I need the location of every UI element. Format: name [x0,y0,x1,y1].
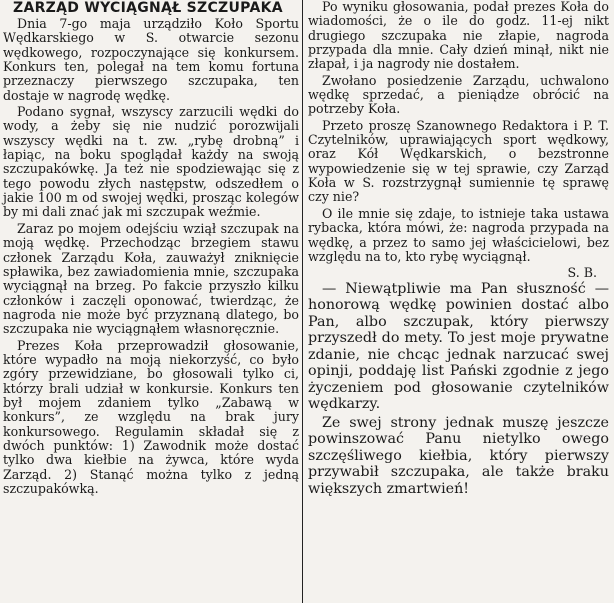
author-signature: S. B. [567,265,597,281]
reply-paragraph: — Niewątpliwie ma Pan słuszność — honorową wędkę powinien dostać albo Pan, albo szczupak, który pierwszy przyszedł do mety. To jest moje prywatne zdanie, nie chcąc jednak narzucać swej opinji, poddaję list Pański zgodnie z jego życzeniem pod głosowanie czytelników wędkarzy. [308,280,609,413]
column-divider [302,0,303,603]
editor-reply [308,281,609,498]
paragraph: Zaraz po mojem odejściu wziął szczupak na moją wędkę. Przechodząc brzegiem stawu członek Zarządu Koła, zauważył zniknięcie spławika, bez zawiadomienia mnie, szczupaka wyciągnął na brzeg. Po fakcie przyszło kilku członków i zaczęli oponować, twierdząc, że nagroda nie może być przyznaną dlatego, bo szczupaka nie wyciągnąłem własnoręcznie. [3,220,299,337]
paragraph: Zwołano posiedzenie Zarządu, uchwalono wędkę sprzedać, a pieniądze obrócić na potrzeby Koła. [308,72,609,117]
paragraph: Po wyniku głosowania, podał prezes Koła do wiadomości, że o ile do godz. 11-ej nikt drugiego szczupaka nie złapie, nagroda przypada dla mnie. Cały dzień minął, nikt nie złapał, i ja nagrody nie dostałem. [308,0,609,72]
paragraph: Podano sygnał, wszyscy zarzucili wędki do wody, a żeby się nie nudzić porozwijali wszyscy wędki na t. zw. „rybę drobną” i łapiąc, na boku spoglądał każdy na swoją szczupakówkę. Ja też nie spodziewając się z tego powodu złych następstw, odszedłem o jakie 100 m od swojej wędki, prosząc kolegów by mi dali znać jak mi szczupak weźmie. [3,104,299,220]
reply-paragraph: Ze swej strony jednak muszę jeszcze powinszować Panu nietylko owego szczęśliwego kiełbia, który pierwszy przywabił szczupaka, ale także braku większych zmartwień! [308,414,609,497]
article-title: ZARZĄD WYCIĄGNĄŁ SZCZUPAKA [13,0,283,16]
paragraph: O ile mnie się zdaje, to istnieje taka ustawa rybacka, która mówi, że: nagroda przypada na wędkę, a przez to samo jej właścicielowi, bez względu na to, kto rybę wyciągnął. [308,205,609,264]
paragraph: Prezes Koła przeprowadził głosowanie, które wypadło na moją niekorzyść, co było zgóry przewidziane, bo głosowali tylko ci, którzy brali udział w konkursie. Konkurs ten był mojem zdaniem tylko „Zabawą w konkurs”, ze względu na brak jury konkursowego. Regulamin składał się z dwóch punktów: 1) Zawodnik może dostać tylko dwa kiełbie na żywca, które wyda Zarząd. 2) Stanąć można tylko z jedną szczupakówką. [3,337,299,496]
paragraph: Przeto proszę Szanownego Redaktora i P. T. Czytelników, uprawiających sport wędkowy, oraz Kół Wędkarskich, o bezstronne wypowiedzenie się w tej sprawie, czy Zarząd Koła w S. rozstrzygnął sumiennie tę sprawę czy nie? [308,117,609,205]
right-column [308,0,609,603]
paragraph: Dnia 7-go maja urządziło Koło Sportu Wędkarskiego w S. otwarcie sezonu wędkowego, rozpoczynające się konkursem. Konkurs ten, polegał na tem komu fortuna przeznaczy pierwszego szczupaka, ten dostaje w nagrodę wędkę. [3,16,299,103]
left-column [3,0,299,603]
